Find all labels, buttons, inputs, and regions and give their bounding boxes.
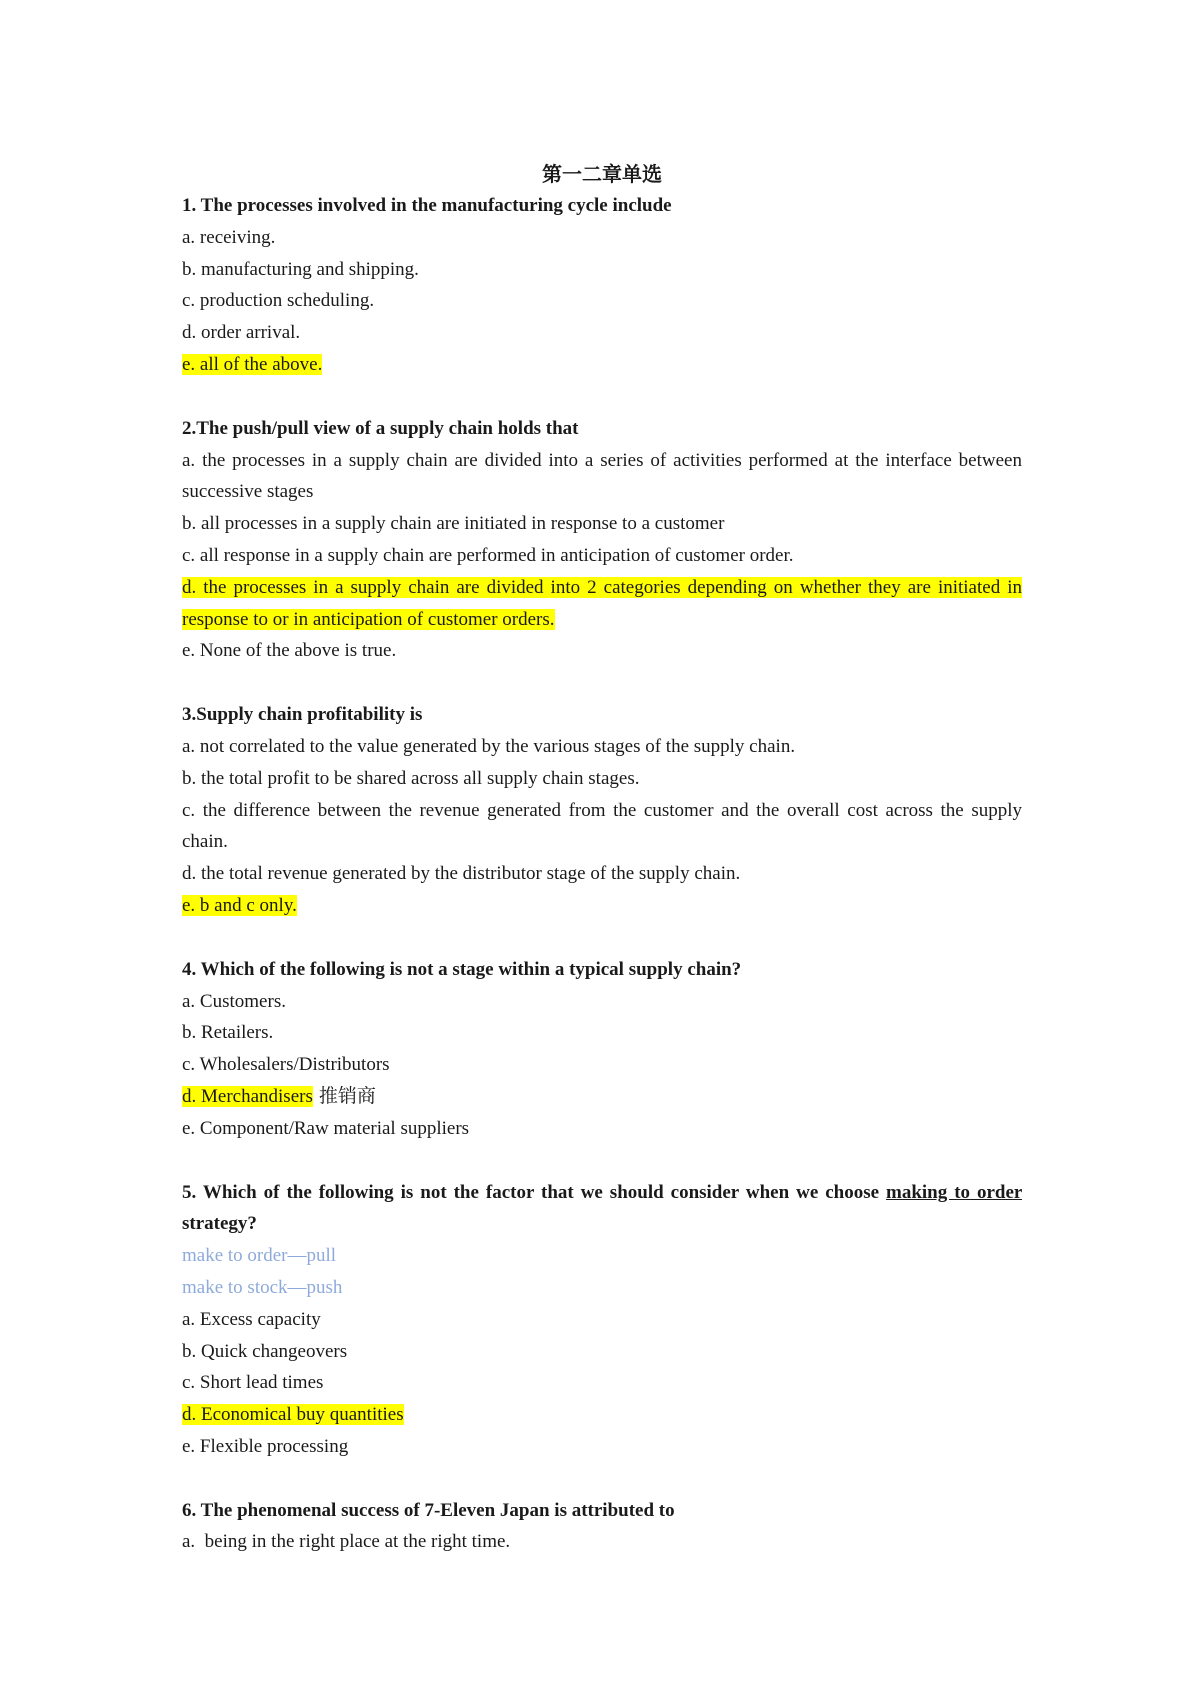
answer-option: e. Component/Raw material suppliers bbox=[182, 1117, 470, 1139]
question-stem: 6. The phenomenal success of 7-Eleven Japan is attributed to bbox=[182, 1499, 675, 1521]
answer-option: c. Wholesalers/Distributors bbox=[182, 1054, 390, 1076]
answer-option: b. all processes in a supply chain are initiated in response to a customer bbox=[182, 513, 725, 535]
question-4 bbox=[182, 954, 1022, 1145]
answer-option-correct bbox=[182, 572, 1022, 636]
answer-option: d. order arrival. bbox=[182, 322, 301, 344]
question-3 bbox=[182, 699, 1022, 922]
answer-option: a. receiving. bbox=[182, 226, 276, 248]
question-6 bbox=[182, 1495, 1022, 1559]
question-stem: 2.The push/pull view of a supply chain holds that bbox=[182, 417, 579, 439]
answer-option: c. Short lead times bbox=[182, 1372, 324, 1394]
highlighted-answer: e. b and c only. bbox=[182, 894, 297, 916]
answer-option: c. production scheduling. bbox=[182, 290, 375, 312]
answer-option: b. the total profit to be shared across all supply chain stages. bbox=[182, 767, 640, 789]
question-1 bbox=[182, 190, 1022, 381]
answer-option: d. the total revenue generated by the distributor stage of the supply chain. bbox=[182, 863, 741, 885]
document-title: 第一二章单选 bbox=[542, 162, 662, 186]
answer-option: e. None of the above is true. bbox=[182, 640, 397, 662]
chinese-annotation: 推销商 bbox=[312, 1084, 376, 1107]
highlighted-answer: d. the processes in a supply chain are divided into 2 categories depending on whether they are initiated in response to or in anticipation of customer orders. bbox=[182, 576, 1022, 630]
highlighted-answer: d. Economical buy quantities bbox=[182, 1404, 404, 1426]
answer-option: c. all response in a supply chain are performed in anticipation of customer order. bbox=[182, 544, 794, 566]
question-stem: 1. The processes involved in the manufacturing cycle include bbox=[182, 195, 672, 216]
question-2 bbox=[182, 413, 1022, 667]
answer-option-correct bbox=[182, 890, 1022, 922]
answer-option-correct bbox=[182, 1081, 1022, 1113]
answer-option: b. Quick changeovers bbox=[182, 1340, 348, 1362]
answer-option: a. being in the right place at the right time. bbox=[182, 1531, 511, 1553]
answer-option: a. not correlated to the value generated by the various stages of the supply chain. bbox=[182, 735, 796, 757]
question-5 bbox=[182, 1177, 1022, 1463]
annotation-note: make to order—pull bbox=[182, 1245, 337, 1267]
answer-option: e. Flexible processing bbox=[182, 1435, 349, 1457]
question-stem: 3.Supply chain profitability is bbox=[182, 704, 423, 726]
answer-option-correct bbox=[182, 1399, 1022, 1431]
highlighted-answer: e. all of the above. bbox=[182, 353, 323, 375]
answer-option: a. Excess capacity bbox=[182, 1308, 321, 1330]
underlined-term: making to order bbox=[886, 1181, 1022, 1203]
question-stem: 5. Which of the following is not the factor that we should consider when we choose making to order strategy? bbox=[182, 1181, 1022, 1235]
answer-option-correct bbox=[182, 349, 1022, 381]
answer-option: a. Customers. bbox=[182, 990, 286, 1012]
question-stem: 4. Which of the following is not a stage within a typical supply chain? bbox=[182, 958, 742, 980]
answer-option: b. manufacturing and shipping. bbox=[182, 258, 419, 280]
answer-option: a. the processes in a supply chain are divided into a series of activities performed at the interface between successive stages bbox=[182, 449, 1022, 503]
document-page bbox=[182, 158, 1022, 1590]
highlighted-answer: d. Merchandisers bbox=[182, 1085, 313, 1107]
answer-option: c. the difference between the revenue generated from the customer and the overall cost across the supply chain. bbox=[182, 799, 1022, 853]
answer-option: b. Retailers. bbox=[182, 1022, 274, 1044]
annotation-note: make to stock—push bbox=[182, 1276, 343, 1298]
